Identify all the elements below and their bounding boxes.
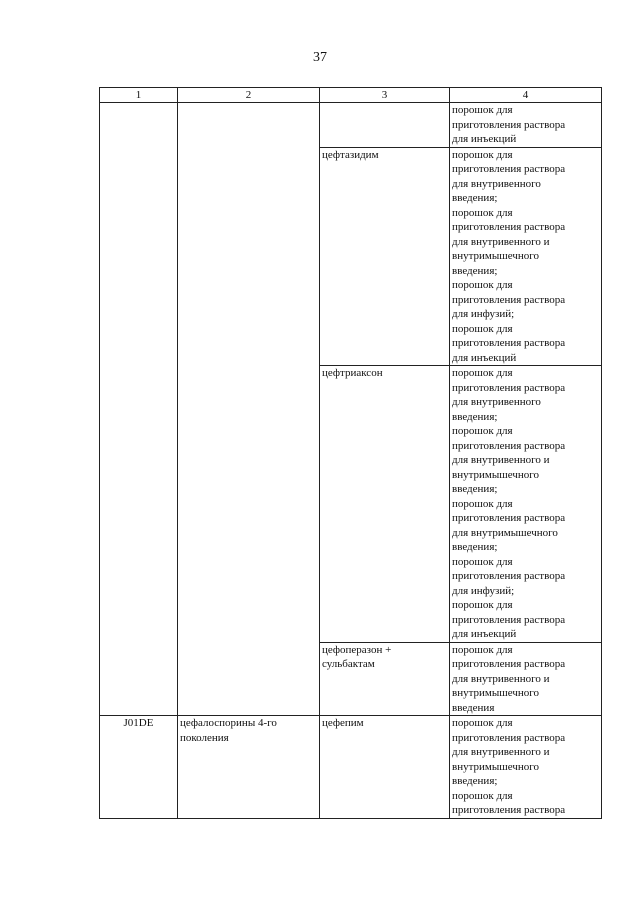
drug-cell: цефтазидим	[320, 147, 450, 366]
table-row	[100, 103, 602, 148]
header-col-4: 4	[450, 88, 602, 103]
header-col-2: 2	[178, 88, 320, 103]
drug-table	[99, 87, 602, 819]
forms-cell: порошок для приготовления раствора для инъекций	[450, 103, 602, 148]
page-number: 37	[313, 50, 327, 65]
forms-cell: порошок для приготовления раствора для внутривенного и внутримышечного введения; порошок для приготовления раствора	[450, 716, 602, 819]
drug-cell: цефтриаксон	[320, 366, 450, 643]
drug-cell	[320, 103, 450, 148]
header-col-3: 3	[320, 88, 450, 103]
forms-cell: порошок для приготовления раствора для внутривенного введения; порошок для приготовления раствора для внутривенного и внутримышечного введения; порошок для приготовления раствора для инфузий; порошок для приготовления раствора для инъекций	[450, 147, 602, 366]
table-row	[100, 716, 602, 819]
forms-cell: порошок для приготовления раствора для внутривенного и внутримышечного введения	[450, 642, 602, 716]
atc-code-cell: J01DE	[100, 716, 178, 819]
header-col-1: 1	[100, 88, 178, 103]
header-row	[100, 88, 602, 103]
group-cell	[178, 103, 320, 716]
group-cell: цефалоспорины 4-го поколения	[178, 716, 320, 819]
atc-code-cell	[100, 103, 178, 716]
forms-cell: порошок для приготовления раствора для внутривенного введения; порошок для приготовления раствора для внутривенного и внутримышечного введения; порошок для приготовления раствора для внутримышечного введения; порошок для приготовления раствора для инфузий; порошок для приготовления раствора для инъекций	[450, 366, 602, 643]
drug-cell: цефепим	[320, 716, 450, 819]
drug-cell: цефоперазон + сульбактам	[320, 642, 450, 716]
